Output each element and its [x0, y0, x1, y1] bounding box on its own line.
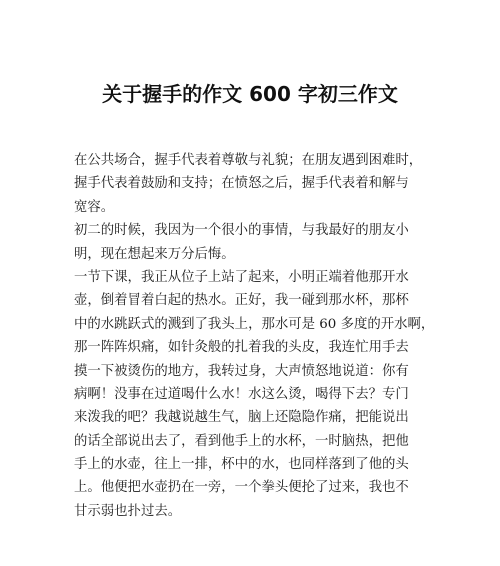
- text-line: 那一阵阵炽痛，如针灸般的扎着我的头皮，我连忙用手去: [74, 340, 409, 356]
- text-line: 的话全部说出去了，看到他手上的水杯，一时脑热，把他: [74, 433, 409, 449]
- text-line: 摸一下被烫伤的地方，我转过身，大声愤怒地说道：你有: [74, 363, 409, 379]
- text-line: 初二的时候，我因为一个很小的事情，与我最好的朋友小: [74, 223, 409, 239]
- text-line: 握手代表着鼓励和支持；在愤怒之后，握手代表着和解与: [74, 176, 409, 192]
- text-line: 宽容。: [74, 199, 115, 215]
- text-line: 明，现在想起来万分后悔。: [74, 246, 235, 262]
- text-line: 来泼我的吧？我越说越生气，脑上还隐隐作痛，把能说出: [74, 410, 409, 426]
- text-line: 在公共场合，握手代表着尊敬与礼貌；在朋友遇到困难时，: [74, 153, 423, 168]
- text-line: 甘示弱也扑过去。: [74, 503, 182, 519]
- text-line: 一节下课，我正从位子上站了起来，小明正端着他那开水: [74, 269, 409, 285]
- article-body: [74, 149, 438, 523]
- text-line: 病啊！没事在过道喝什么水！水这么烫，喝得下去？专门: [74, 386, 409, 402]
- article-title: 关于握手的作文 600 字初三作文: [102, 82, 398, 106]
- text-line: 手上的水壶，往上一排，杯中的水，也同样落到了他的头: [74, 457, 409, 473]
- text-line: 中的水跳跃式的溅到了我头上，那水可是 60 多度的开水啊，: [74, 316, 435, 332]
- text-line: 壶，倒着冒着白起的热水。正好，我一碰到那水杯，那杯: [74, 293, 409, 309]
- text-line: 上。他便把水壶扔在一旁，一个拳头便抡了过来，我也不: [74, 480, 409, 496]
